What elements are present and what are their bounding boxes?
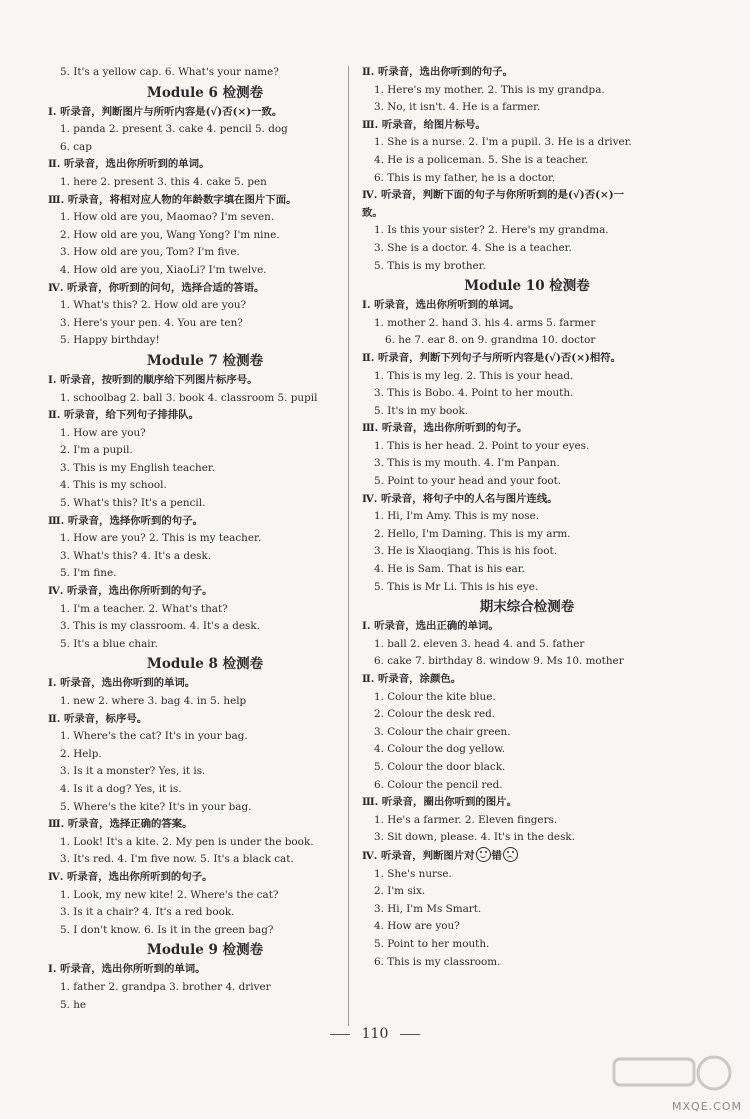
answer-line: 5. I'm fine. <box>60 567 117 580</box>
answer-line: 2. I'm six. <box>374 885 426 898</box>
section-heading: Ⅰ. 听录音，判断图片与所听内容是(√)否(×)一致。 <box>48 105 283 118</box>
answer-line: 3. This is my mouth. 4. I'm Panpan. <box>374 457 560 470</box>
module-title: Module 10 检测卷 <box>464 278 590 295</box>
answer-line: 5. Point to your head and your foot. <box>374 475 562 488</box>
answer-line: 3. Is it a monster? Yes, it is. <box>60 765 206 778</box>
right-column <box>362 64 692 971</box>
answer-line: 5. It's in my book. <box>374 404 469 417</box>
answer-line: 3. Here's your pen. 4. You are ten? <box>60 316 243 329</box>
section-heading: Ⅳ. 听录音，你听到的问句，选择合适的答语。 <box>48 281 265 294</box>
answer-line: 3. This is my classroom. 4. It's a desk. <box>60 620 260 633</box>
section-heading: Ⅰ. 听录音，选出你听到的单词。 <box>48 677 196 690</box>
section-heading: Ⅲ. 听录音，选出你所听到的句子。 <box>362 422 528 435</box>
section-heading: Ⅲ. 听录音，圈出你听到的图片。 <box>362 796 517 809</box>
answer-line: 1. Look, my new kite! 2. Where's the cat? <box>60 888 279 901</box>
section-heading: Ⅲ. 听录音，选择你听到的句子。 <box>48 514 203 527</box>
page-footer <box>0 1026 750 1042</box>
answer-line: 1. schoolbag 2. ball 3. book 4. classroom 5. pupil <box>60 391 318 404</box>
answer-line: 4. Is it a dog? Yes, it is. <box>60 782 182 795</box>
answer-line: 1. This is my leg. 2. This is your head. <box>374 369 574 382</box>
answer-line: 2. How old are you, Wang Yong? I'm nine. <box>60 228 280 241</box>
answer-line: 1. here 2. present 3. this 4. cake 5. pen <box>60 175 267 188</box>
section-heading: Ⅳ. 听录音，将句子中的人名与图片连线。 <box>362 492 558 505</box>
answer-line: 1. new 2. where 3. bag 4. in 5. help <box>60 695 247 707</box>
answer-line: 6. This is my classroom. <box>374 955 501 968</box>
section-heading: 致。 <box>362 206 383 219</box>
footer-dash-left <box>330 1034 350 1035</box>
smiley-face-icon <box>476 847 491 862</box>
answer-line: 1. Where's the cat? It's in your bag. <box>60 730 248 743</box>
answer-line: 5. I don't know. 6. Is it in the green bag? <box>60 923 274 936</box>
answer-line: 3. She is a doctor. 4. She is a teacher. <box>374 241 572 254</box>
left-column <box>48 64 348 1014</box>
answer-line: 1. He's a farmer. 2. Eleven fingers. <box>374 813 558 826</box>
module-title: Module 9 检测卷 <box>146 942 264 959</box>
answer-line: 3. No, it isn't. 4. He is a farmer. <box>374 101 541 114</box>
module-title: Module 6 检测卷 <box>146 84 264 101</box>
watermark-text: MXQE.COM <box>672 1100 742 1113</box>
answer-line: 1. Colour the kite blue. <box>374 690 496 703</box>
answer-line: 3. Is it a chair? 4. It's a red book. <box>60 906 235 919</box>
module-title: Module 8 检测卷 <box>146 656 264 673</box>
answer-line: 4. How are you? <box>374 920 460 933</box>
answer-line: 2. Colour the desk red. <box>374 708 496 721</box>
answer-line: 3. This is my English teacher. <box>60 461 215 474</box>
footer-dash-right <box>400 1034 420 1035</box>
answer-line: 1. Here's my mother. 2. This is my grandpa. <box>374 83 605 96</box>
section-heading-text: 错 <box>491 849 502 862</box>
answer-line: 1. ball 2. eleven 3. head 4. and 5. father <box>374 637 585 650</box>
answer-line: 1. She's nurse. <box>374 867 452 880</box>
answer-line: 4. How old are you, XiaoLi? I'm twelve. <box>60 263 267 276</box>
answer-line: 5. Colour the door black. <box>374 760 506 773</box>
answer-line: 6. cap <box>60 140 92 153</box>
answer-line: 5. It's a yellow cap. 6. What's your name? <box>60 66 279 78</box>
answer-line: 3. This is Bobo. 4. Point to her mouth. <box>374 387 574 400</box>
section-heading: Ⅲ. 听录音，将相对应人物的年龄数字填在图片下面。 <box>48 193 297 206</box>
section-heading: Ⅳ. 听录音，判断下面的句子与你所听到的是(√)否(×)一 <box>362 189 625 202</box>
answer-line: 3. How old are you, Tom? I'm five. <box>60 246 240 259</box>
answer-line: 3. What's this? 4. It's a desk. <box>60 549 212 562</box>
answer-line: 6. cake 7. birthday 8. window 9. Ms 10. mother <box>374 655 624 668</box>
answer-line: 6. This is my father, he is a doctor. <box>374 171 556 184</box>
answer-line: 1. This is her head. 2. Point to your eyes. <box>374 439 590 452</box>
section-heading: Ⅱ. 听录音，涂颜色。 <box>362 673 462 685</box>
answer-line: 3. Hi, I'm Ms Smart. <box>374 902 482 915</box>
answer-line: 3. Sit down, please. 4. It's in the desk. <box>374 831 575 844</box>
answer-line: 1. Hi, I'm Amy. This is my nose. <box>374 510 540 523</box>
answer-line: 3. It's red. 4. I'm five now. 5. It's a black cat. <box>60 853 294 866</box>
answer-line: 6. Colour the pencil red. <box>374 778 503 791</box>
answer-line: 1. What's this? 2. How old are you? <box>60 299 247 312</box>
section-heading: Ⅳ. 听录音，选出你所听到的句子。 <box>48 585 213 598</box>
section-heading: Ⅱ. 听录音，标序号。 <box>48 712 148 725</box>
section-heading: Ⅱ. 听录音，给下列句子排排队。 <box>48 409 200 422</box>
answer-line: 1. How are you? 2. This is my teacher. <box>60 532 262 545</box>
answer-line: 1. Is this your sister? 2. Here's my grandma. <box>374 224 609 237</box>
answer-line: 3. Colour the chair green. <box>374 725 511 738</box>
sad-face-icon <box>503 847 518 862</box>
answer-line: 5. This is my brother. <box>374 259 486 272</box>
answer-line: 1. mother 2. hand 3. his 4. arms 5. farmer <box>374 316 596 329</box>
answer-line: 5. Point to her mouth. <box>374 937 490 950</box>
answer-line: 5. This is Mr Li. This is his eye. <box>374 580 539 593</box>
section-heading: Ⅲ. 听录音，给图片标号。 <box>362 118 486 131</box>
section-heading: Ⅰ. 听录音，选出你所听到的单词。 <box>362 299 520 312</box>
answer-line: 1. How old are you, Maomao? I'm seven. <box>60 211 275 224</box>
module-title: Module 7 检测卷 <box>146 352 264 369</box>
answer-line: 5. What's this? It's a pencil. <box>60 497 206 510</box>
section-heading: Ⅳ. 听录音，选出你所听到的句子。 <box>48 870 213 883</box>
section-heading: Ⅱ. 听录音，选出你听到的句子。 <box>362 66 514 78</box>
answer-line: 3. He is Xiaoqiang. This is his foot. <box>374 545 558 558</box>
answer-line: 2. Help. <box>60 747 102 760</box>
answer-line: 2. I'm a pupil. <box>60 444 133 457</box>
answer-line: 5. Happy birthday! <box>60 334 160 347</box>
module-title: 期末综合检测卷 <box>479 599 575 616</box>
answer-line: 1. Look! It's a kite. 2. My pen is under the book. <box>60 835 314 848</box>
answer-line: 5. he <box>60 998 87 1011</box>
answer-line: 5. Where's the kite? It's in your bag. <box>60 800 252 813</box>
answer-line: 4. He is Sam. That is his ear. <box>374 563 525 576</box>
section-heading: Ⅲ. 听录音，选择正确的答案。 <box>48 818 193 831</box>
column-divider <box>348 66 349 1026</box>
section-heading: Ⅰ. 听录音，按听到的顺序给下列图片标序号。 <box>48 373 258 386</box>
answer-line: 4. Colour the dog yellow. <box>374 743 506 756</box>
page-number: 110 <box>361 1026 389 1042</box>
answer-line: 1. father 2. grandpa 3. brother 4. driver <box>60 980 271 993</box>
answer-line: 5. It's a blue chair. <box>60 637 158 650</box>
answer-line: 1. panda 2. present 3. cake 4. pencil 5. dog <box>60 123 288 136</box>
section-heading: Ⅱ. 听录音，判断下列句子与所听内容是(√)否(×)相符。 <box>362 351 622 364</box>
section-heading <box>362 847 692 866</box>
section-heading: Ⅰ. 听录音，选出你所听到的单词。 <box>48 963 206 976</box>
answer-line: 2. Hello, I'm Daming. This is my arm. <box>374 527 571 540</box>
section-heading-text: Ⅳ. 听录音，判断图片对 <box>362 849 475 862</box>
section-heading: Ⅰ. 听录音，选出正确的单词。 <box>362 620 499 633</box>
answer-line: 1. I'm a teacher. 2. What's that? <box>60 602 228 615</box>
answer-line: 1. She is a nurse. 2. I'm a pupil. 3. He is a driver. <box>374 136 632 149</box>
section-heading: Ⅱ. 听录音，选出你所听到的单词。 <box>48 158 210 171</box>
answer-line: 4. This is my school. <box>60 479 167 492</box>
answer-line: 1. How are you? <box>60 426 146 439</box>
answer-line: 6. he 7. ear 8. on 9. grandma 10. doctor <box>385 334 596 347</box>
answer-line: 4. He is a policeman. 5. She is a teacher. <box>374 153 589 166</box>
